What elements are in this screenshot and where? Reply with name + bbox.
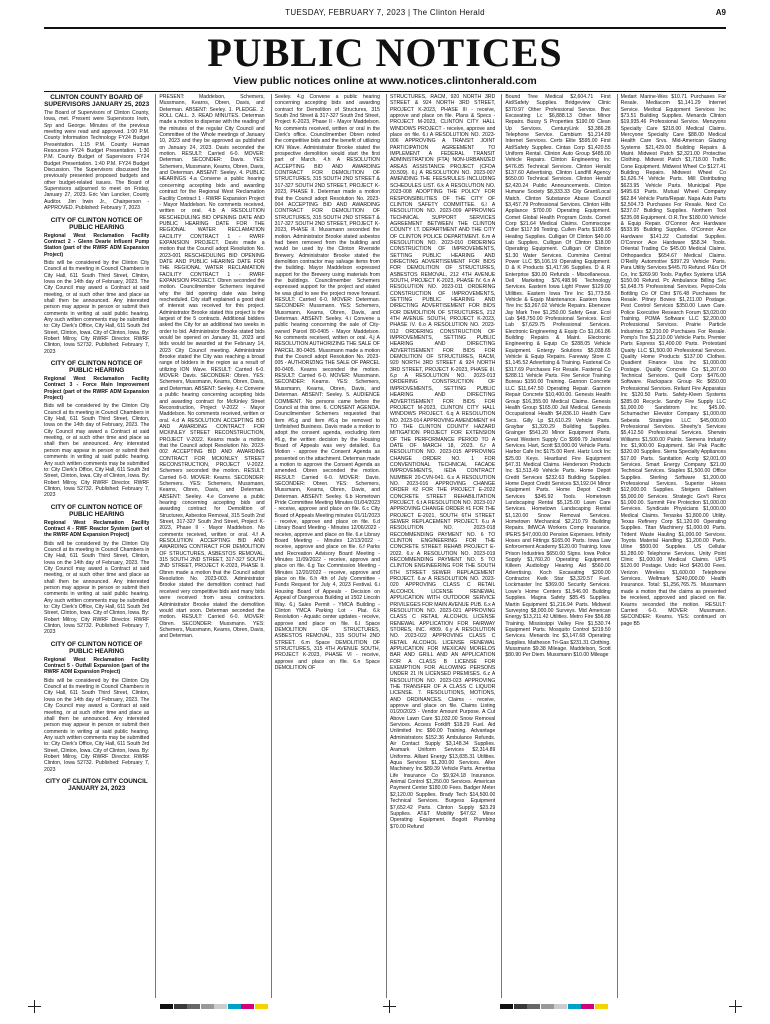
council-minutes-text: Seeley. 4.g Convene a public hearing concerning accepting bids and awarding contract for Demolition of Structures, 315 South 2nd Street & 317-327 South 2nd Street, Project K-2023, Phase II - Mayor Maddelson. No comments received, written or oral in the Clerk's office. Councilmember Obren noted the competitive bids and the benefit of utilizing ION Wave. Administrator Brooke stated the prospective demolition would start the first part of March. 4.h A RESOLUTION ACCEPTING BID AND AWARDING CONTRACT FOR DEMOLITION OF STRUCTURES, 315 SOUTH 2ND STREET & 317-327 SOUTH 2ND STREET, PROJECT K-2023, PHASE II. Determan made a motion that the Council adopt Resolution No. 2023-004 ACCEPTING BID AND AWARDING CONTRACT FOR DEMOLITION OF STRUCTURES, 315 SOUTH 2ND STREET & 317-327 SOUTH 2ND STREET, PROJECT K-2023, PHASE II. Mussmann seconded the motion. Administrator Brooke stated asbestos had been removed from the building and would be used by the Clinton Riverside Brewery. Administrator Brooke stated the demolition contractor may salvage items from the building. Mayor Maddelson expressed support for the Brewery using materials from the buildings. Councilmember Schemers expressed support for the project and stated he was glad to see the project move forward. RESULT: Carried 6-0. MOVER: Determan. SECONDER: Mussmann. YES: Schemers, Mussmann, Kearns, Obren, Davis, and Determan. ABSENT: Seeley. 4.i Convene a public hearing concerning the sale of City-owned Parcel 80-0405 - Mayor Maddelson. No comments received, written or oral. 4.j A RESOLUTION AUTHORIZING THE SALE OF PARCEL 80-0405. Mussmann made a motion that the Council adopt Resolution No. 2023-005 - AUTHORIZING THE SALE OF PARCEL 80-0405. Kearns seconded the motion. RESULT: Carried 6-0. MOVER: Mussmann. SECONDER: Kearns. YES: Schemers, Mussmann, Kearns, Obren, Davis, and Determan. ABSENT: Seeley. 5. AUDIENCE COMMENT. No persons came before the Council at this time. 6. CONSENT AGENDA. Councilmember Schemers requested that item #6.g and item #6.q be removed to Unfinished Business. Davis made a motion to adopt the consent agenda, excluding item #6.g, the written decision by the Housing Board of Appeals was very detailed. 6.a Motion - approve the Consent Agenda as presented on the attachment. Determan made a motion to approve the Consent Agenda as amended. Obren seconded the motion. RESULT: Carried 6-0. MOVER: Davis. SECONDER: Obren. YES: Schemers, Mussmann, Kearns, Obren, Davis, and Determan. ABSENT: Seeley. 6.b Hometown Pride Committee Meeting Minutes 01/04/2023 - receive, approve and place on file. 6.c City Board of Appeals Meeting minutes 01/11/2023 - receive, approve and place on file. 6.d Library Board Meeting - Minutes 12/06/2022 - receive, approve and place on file. 6.e Library Board Meeting - Minutes 12/13/2022 - receive, approve and place on file. 6.f Parks and Recreation Advisory Board Meeting - Minutes 11/09/2022 - receive, approve and place on file. 6.g Tax Commission Meeting - Minutes 12/20/2022 - receive, approve and place on file. 6.h 4th of July Committee - Funds Request for July 4, 2023 Festival. 6.i Housing Board of Appeals - Decision on Appeal of Dangerous Building at 1502 Lincoln Way. 6.j Sales Permit - YMCA Building - Clinton YMCA Parking Lot - Plat. 6.k Resolution - Aquatic center updates - receive, approve and place on file. 6.l Space DEMOLITION OF STRUCTURES, ASBESTOS REMOVAL, 315 SOUTH 2ND STREET. 6.m Space DEMOLITION OF STRUCTURES, 315 4TH AVENUE SOUTH, PROJECT K-2023, PHASE VI - receive, approve and place on file. 6.n Space DEMOLITION OF bbox=[274, 94, 380, 671]
notice-title: CITY OF CLINTON CITY COUNCIL JANUARY 24, 2023 bbox=[45, 777, 148, 792]
crosshair-icon bbox=[729, 1000, 742, 1013]
notice-body: Bids will be considered by the Clinton City Council at its meeting in Council Chambers in City Hall, 611 South Third Street, Clinton, Iowa on the 14th day of February, 2023. The City Council may award a Contract at said meeting, or at such other time and place as shall then be announced. Any interested person may appear in person or submit their comments in writing at said public hearing. Any such written comments may be submitted to: City Clerk's Office, City Hall, 611 South 3rd Street, Clinton, Iowa. City of Clinton, Iowa. By: Robert Milroy, City RWRF Director. RWRF Clinton, Iowa 52732. Published: February 7, 2023 bbox=[44, 540, 150, 636]
notice-subtitle: Regional West Reclamation Facility Contract 3 - Force Main Improvement Project (part of the RWRF ADM Expansion Project) bbox=[44, 376, 150, 402]
notice-public-hearing-contract-4 bbox=[44, 504, 149, 636]
color-swatch bbox=[214, 1004, 227, 1009]
color-swatch bbox=[241, 1004, 254, 1009]
notice-title: CITY OF CLINTON NOTICE OF PUBLIC HEARING bbox=[50, 216, 143, 231]
color-swatch bbox=[500, 1004, 513, 1009]
notice-body: Bids will be considered by the Clinton City Council at its meeting in Council Chambers in City Hall, 611 South Third Street, Clinton, Iowa on the 14th day of February, 2023. The City Council may award a Contract at said meeting, or at such other time and place as shall then be announced. Any interested person may appear in person or submit their comments in writing at said public hearing. Any such written comments may be submitted to: City Clerk's Office, City Hall, 611 South 3rd Street, Clinton, Iowa. City of Clinton, Iowa. By: Robert Milroy, City RWRF Director. RWRF Clinton, Iowa 52732. Published: February 7, 2023 bbox=[44, 403, 150, 499]
notice-public-hearing-contract-2 bbox=[44, 217, 149, 356]
print-registration-marks bbox=[0, 1000, 770, 1016]
notice-public-hearing-contract-3 bbox=[44, 360, 149, 499]
notice-subtitle: Regional West Reclamation Facility Contract 5 - Outfall Expansion (part of the RWRF ADM Expansion Project) bbox=[44, 656, 150, 676]
column-1 bbox=[44, 94, 149, 998]
section-title: PUBLIC NOTICES bbox=[207, 30, 563, 75]
masthead bbox=[44, 8, 726, 22]
column-6 bbox=[617, 94, 726, 998]
page-number: A9 bbox=[715, 8, 726, 17]
notice-subtitle: Regional West Reclamation Facility Contract 4 - RWF Reactor System (part of the RWRF ADM Expansion Project) bbox=[44, 519, 150, 539]
notice-body: Bids will be considered by the Clinton City Council at its meeting in Council Chambers in City Hall, 611 South Third Street, Clinton, Iowa on the 14th day of February, 2023. The City Council may award a Contract at said meeting, or at such other time and place as shall then be announced. Any interested person may appear in person or submit their comments in writing at said public hearing. Any such written comments may be submitted to: City Clerk's Office, City Hall, 611 South 3rd Street, Clinton, Iowa. City of Clinton, Iowa. By: Robert Milroy, City RWRF Director. RWRF Clinton, Iowa 52732. Published: February 7, 2023 bbox=[44, 259, 150, 355]
section-subtitle-link[interactable]: View public notices online at www.notices.clintonherald.com bbox=[233, 75, 537, 87]
notice-board-of-supervisors bbox=[44, 94, 149, 212]
color-swatch bbox=[581, 1004, 594, 1009]
notice-body: Bids will be considered by the Clinton City Council at its meeting in Council Chambers in City Hall, 611 South Third Street, Clinton, Iowa on the 14th day of February, 2023. The City Council may award a Contract at said meeting, or at such other time and place as shall then be announced. Any interested person may appear in person or submit their comments in writing at said public hearing. Any such written comments may be submitted to: City Clerk's Office, City Hall, 611 South 3rd Street, Clinton, Iowa. City of Clinton, Iowa. By: Robert Milroy, City RWRF Director. RWRF Clinton, Iowa 52732. Published: February 7, 2023 bbox=[44, 677, 150, 773]
claims-listing-text: Medart Marine-Wes $10.71 Purchases For Resale. Mediacom $1,141.29 Internet Service. Medical Equipment Services Inc $73.51 Building Supplies. Menards Clinton $19,935.46 Professional Service. Menzyons Specialty Care $218.00 Medical Claims. Mercyone Specialty Care $88.00 Medical Health Care Srvs. Mid-American Glazing Systems $21,429.00 Building Repairs & Maint. Midwest Patch $2,321.00 Protective Clothing. Midwest Patch $1,718.00 Traffic Cone Equipment. Midwest Wheel Co $127.41 Building Repairs. Midwest Wheel Co $1,626.74 Vehicle Parts. Mill Distributing $623.95 Vehicle Parts. Municipal Pipe $495.63 Parts. Mutual Wheel Company $62.84 Vehicle Parts/Repair. Napa Auto Parts $2,504.73 Purchases For Resale. Next Co $237.07 Building Supplies. Northern Tool $235.08 Equipment. O.R.Tire $180.00 Vehicle & Equip Repair. O'Connor Ace Hardware $533.95 Building Supplies. O'Connor Ace Hardware $141.22 Custodial Supplies. O'Connor Ace Hardware $58.34 Tools. Oriental Trading Co $45.00 Medical Claims. Orthopaedics $654.67 Medical Claims. O'Reilly Automotive $397.29 Vehicle Parts. Para Utility Services $445.70 Refund. P&rs Of Co, Inc $269.90 Tools. Payflex Systems USA $150.00 Refund. Pc Ambulance Billing Svc $1,648.75 Professional Services. Pepsi-Cola Bottling Co Of Clint $76.48 Purchases for Resale. Pitney Bowes $1,211.00 Postage. Pest Control Services $350.00 Lawn Care. Police Executive Research Forum $3,020.00 Training. POMA Software LLC $2,200.00 Professional Services. Prairie Particle Industries $2,210.00 Purchases For Resale. Pomp's Tire $1,210.00 Vehicle Parts. Premier Parts Express $1,400.00 Parts. Protestant Quaity LLC $1,500.00 Professional Services. Quality Home Products $137.00 Clothes. Quadient Finance Usa Inc $1,000.00 Postage. Quality Concrete Co $1,207.00 Technical Services. Quill Corp $476.00 Software. Rackspace Group Rc $650.00 Professional Services. Reliant Fire Apparatus Inc $120.50 Parts. Safety-Kleen Systems $285.00 Recycle. Sandry Fire Supply LLC $1,000.00 Sandstrom Inc $45.00. Schumacher Elevator Company $1,000.00 Sebesta Strategies LLC $45,000.00 Professional Services. Sheehy's Services $5,412.50 Professional Services. Sherwin Williams $1,500.00 Paints. Siemens Industry Inc $1,900.00 Equipment. Ski Pak Pacific $320.00 Supplies. Sierra Specialty Appliances $17.00 Parts. Sanitation Acctg $2,001.00 Services. Smart Energy Company $21.00 Technical Services. Staples $1,500.00 Office Supplies. Sterling Software $1,200.00 Professional Services. Superior Hoses $12,000.00 Supplies. Steigers Dahleen $5,000.00 Services. Strategic Gov't Rsrcs $1,000.00. Summit Fire Protection $1,000.00 Services. Syndicate Physicians $1,000.00 Medical Claims. Tenaska $1,800.00 Utility. Texas Refinery Corp $1,120.00 Operating Supplies. Titan Machinery $1,000.00 Parts. Trident Waste Hauling $1,000.00 Services. Toyota Material Handling $1,200.00 Parts. Uline $500.00 Supplies. US Cellular $1,280.00 Telephone Services. Unity Point Clinic $1,000.00 Medical Claims. UPS $120.00 Postage. Usdc Hcd $420.00 Fees. Verizon Wireless $1,600.00 Telephone Services. Wellmark $240,000.00 Health Insurance. Total: $1,256,765.75. Mussmann made a motion that the claims as presented be received, approved and placed on file. Kearns seconded the motion. RESULT: Carried 6-0. MOVER: Mussmann. SECONDER: Kearns. YES: continued on page B5 bbox=[620, 94, 726, 627]
notices-columns bbox=[44, 94, 726, 998]
color-swatch bbox=[541, 1004, 554, 1009]
notice-title: CITY OF CLINTON NOTICE OF PUBLIC HEARING bbox=[50, 503, 143, 518]
color-swatch bbox=[201, 1004, 214, 1009]
crosshair-icon bbox=[383, 1000, 396, 1013]
column-4 bbox=[386, 94, 495, 998]
notice-subtitle: Regional West Reclamation Facility Contract 2 - Glenn Dearie Influent Pump Station (part of the RWRF ADM Expansion Project) bbox=[44, 232, 150, 258]
color-swatch bbox=[514, 1004, 527, 1009]
color-swatch bbox=[160, 1004, 173, 1009]
color-swatch bbox=[187, 1004, 200, 1009]
claims-listing-text: Bound Tree Medical $2,604.71 First Aid/Safety Supplies. Bridgeview Clinic $370.97 Other Professional Service. Bwc Excavating Lc $6,888.13 Other Minor Repairs. Bussy S Properties $190.00 Clean Up Services. CenturyLink $3,386.28 Telephone Service. Cambium $1,214.89 Internet Services. Certs Elite $595.00 First Aid/Safety Supplies. Cintas Corp $1,420.55 Uniform Rental. Clinton Auto Group $485.00 Vehicle Repairs. Clinton Engineering Inc $476.85 Technical Services. Clinton Herald $137.60 Advertising. Clinton Landfill Agency $650.00 Technical Services. Clinton Herald $2,420.24 Public Announcements. Clinton Humane Society $8,333.33 City Grant/Local Match. Clinton Substance Abuse Council $3,457.79 Professional Services. Clinton Hills Appliance $700.00 Operating Equipment. Comet Global Health Program Costs. Comet Corp $21.64 Medical Claims. Commscope Cutler $117.99 Testing. Cullen Parts $108.65 Heating Supplies. Culligan Of Clinton $40.00 Lab Supplies. Culligan Of Clinton $18.00 Operating Equipment. Culligan Of Clinton $1.30 Water Services. Cummins Central Power LLC $5,106.19 Operating Equipment. D & K Products $1,417.96 Supplies. D & R Enterprise $30.00 Refunds - Miscellaneous. Dell Marketing $76,498.96 Technology Services. Eastern Iowa Light Power $129.00 Utilities. Eastern Iowa Tire Inc $1,773.56 Vehicle & Equip Maintenance. Eastern Iowa Tire Inc $3,267.02 Vehicle Repairs. Ebenezer Jay Mark Tree $1,250.00 Safety Gear. Ecol Lab $48,750.00 Professional Services. Ecol Lab $7,629.75 Professional Services. Electronic Engineering & Equip Co $1,061.86 Building Repairs & Maint. Electronic Engineering & Equip Co $288.05 Vehicle Equipment. Entergy Solutions $5,038.65 Vehicle & Equip Repairs. Fareway Store C $1,145.52 Advertising & Training. Fastenal Co $317.69 Purchases For Resale. Fastenal Co $288.11 Vehicle Parts. Fire Service Training Bureau $150.00 Training. Gannon Concrete LLC $11,647.50 Operating Repair. Gannon Repair Concrete $10,400.00. Genesis Health Group $16,355.00 Medical Claims. Genesis Health Group $165.00 Jail Medical. Genesis Occupational Health $4,836.10 Health Care Svcs. Gilly Lp $1,610.29 Vehicle Parts. Graybar $1,320.29 Building Supplies. Grainger $541.20 Minor Equipment Parts. Great Western Supply Co $999.79 Janitorial Services. Hart, Scott $3,000.00 Vehicle Parts. Harbor Cafe Inc $175.00 Rent. Hartz Lock Inc $25.00 Keys. Heartland Fire Equipment $47.31 Medical Claims. Henderson Products Inc $1,513.49 Vehicle Parts. Home Depot Credit Services $232.63 Building Supplies. Home Depot Credit Services $3,192.04 Minor Equipment Parts. Home Depot Credit Services $345.92 Tools. Hometown Landscaping Rental $5,125.00 Lawn Care Services. Hometown Landscaping Rental $1,120.00 Snow Removal Services. Hometown Mechanical $2,210.79 Building Repairs. IMWCA Workers Comp Insurance. IPERS $47,000.00 Pension Expenses. Infinity Hoses and Fittings $165.00 Parts. Iowa Law Enforcement Academy $120.00 Training. Iowa Prison Industries $650.00 Signs. Iowa Police Supply $1,760.20 Operating Equipment. Killeen Audiology Hearing Aid $560.00 Advertising. Koch Excavating $200.00 Contractor. Kwik Star $3,320.57 Fuel. Lockmaster Inc $369.00 Security Services. Lowe's Home Centers $1,546.00 Building Supplies. Magna Safety $85.45 Supplies. Martin Equipment $1,216.94 Parts. Midwest Surveying $8,000.00 Surveys. Mid American Energy $13,211.42 Utilities. Metro Fire $56.88 Training. Mississippi Valley Fire $1,530.74 Equipment Parts. Mosquito Control $219.50 Services. Menards Inc $3,147.68 Operating Supplies. Matheson Tri-Gas $231.31 Clothing. Mussmann $9.38 Mileage. Maddelson, Scott $80.90 Per Diem. Mussmann $10.00 Mileage bbox=[505, 94, 611, 659]
color-swatch bbox=[595, 1004, 608, 1009]
color-swatch bbox=[554, 1004, 567, 1009]
public-notices-banner bbox=[44, 27, 726, 92]
crosshair-icon bbox=[28, 1000, 41, 1013]
notice-city-council bbox=[44, 778, 149, 792]
color-calibration-bar bbox=[500, 1004, 610, 1009]
color-swatch bbox=[568, 1004, 581, 1009]
notice-title: CITY OF CLINTON NOTICE OF PUBLIC HEARING bbox=[50, 640, 143, 655]
council-minutes-text: PRESENT: Maddelson, Schemers, Mussmann, Kearns, Obren, Davis, and Determan. ABSENT: Seeley. 1. PLEDGE. 2. ROLL CALL. 3. READ MINUTES. Determan made a motion to dispense with the reading of the minutes of the regular City Council and Committee of the Whole meetings of January 10, 2023 and they be approved as published on January 24, 2023. Davis seconded the motion. RESULT: Carried 6-0. MOVER: Determan. SECONDER: Davis. YES: Schemers, Mussmann, Kearns, Obren, Davis, and Determan. ABSENT: Seeley. 4. PUBLIC HEARINGS 4.a Convene a public hearing concerning accepting bids and awarding contract for the Regional West Reclamation Facility Contract 1 - RWRF Expansion Project - Mayor Maddelson. No comments received, written or oral. 4.b A RESOLUTION RESCHEDULING BID OPENING DATE AND PUBLIC HEARING DATE FOR THE REGIONAL WATER RECLAMATION FACILITY CONTRACT 1 - RWRF EXPANSION PROJECT. Davis made a motion that the Council adopt Resolution No. 2023-001 RESCHEDULING BID OPENING DATE AND PUBLIC HEARING DATE FOR THE REGIONAL WATER RECLAMATION FACILITY CONTRACT 1 - RWRF EXPANSION PROJECT. Obren seconded the motion. Councilmember Schemers inquired why the bid opening date was being rescheduled. City staff explained a good deal of interest was received for this project. Administrator Brooke stated this project is the largest of the 5 contracts. Additional bidders asked the City for an additional two weeks in order to bid. Administrator Brooke stated bids would be opened on January 31, 2023 and bids would be awarded at the February 14, 2023 City Council meeting. Administrator Brooke stated the City was reaching a broad range of bidders in the region as a result of utilizing ION Wave. RESULT: Carried 6-0. MOVER: Davis. SECONDER: Obren. YES: Schemers, Mussmann, Kearns, Obren, Davis, and Determan. ABSENT: Seeley. 4.c Convene a public hearing concerning accepting bids and awarding contract for McKinley Street Reconstruction, Project V-2022 - Mayor Maddelson. No comments received, written or oral. 4.d A RESOLUTION ACCEPTING BID AND AWARDING CONTRACT FOR MCKINLEY STREET RECONSTRUCTION, PROJECT V-2022. Kearns made a motion that the Council adopt Resolution No. 2023-002 ACCEPTING BID AND AWARDING CONTRACT FOR MCKINLEY STREET RECONSTRUCTION, PROJECT V-2022. Schemers seconded the motion. RESULT: Carried 6-0. MOVER: Kearns. SECONDER: Schemers. YES: Schemers, Mussmann, Kearns, Obren, Davis, and Determan. ABSENT: Seeley. 4.e Convene a public hearing concerning accepting bids and awarding contract for Demolition of Structures, Asbestos Removal, 315 South 2nd Street, 317-327 South 2nd Street, Project K-2023, Phase II - Mayor Maddelson. No comments received, written or oral. 4.f A RESOLUTION ACCEPTING BID AND AWARDING CONTRACT FOR DEMOLITION OF STRUCTURES, ASBESTOS REMOVAL, 315 SOUTH 2ND STREET, 317-327 SOUTH 2ND STREET, PROJECT K-2023, PHASE II. Obren made a motion that the Council adopt Resolution No. 2023-003. Administrator Brooke stated the demolition contract had received very competitive bids and many bids were received from area contractors. Administrator Brooke stated the demolition would start soon. Determan seconded the motion. RESULT: Carried 6-0. MOVER: Obren. SECONDER: Mussmann. YES: Schemers, Mussmann, Kearns, Obren, Davis, and Determan. bbox=[159, 94, 265, 640]
notice-public-hearing-contract-5 bbox=[44, 641, 149, 773]
color-swatch bbox=[255, 1004, 268, 1009]
column-3 bbox=[271, 94, 380, 998]
notice-body: The Board of Supervisors of Clinton County, Iowa, met. Present were Supervisors Irwin, Srp and George. Minutes of the previous meeting were read and approved. 1:00 P.M. County Information Technology FY24 Budget Presentation. 1:15 P.M. County Human Resources FY24 Budget Presentation. 1:30 P.M. County Budget of Supervisors FY24 Budget Presentation. 1:40 P.M. FY24 Budget Discussion. The Supervisors discussed the previously presented proposed budgets and other budget-related issues. The Board of Supervisors adjourned to meet on Friday, January 27, 2023. Eric Van Lancker, County Auditor. Jim Irwin Jr., Chairperson - APPROVED. Published: February 7, 2023 bbox=[44, 110, 150, 212]
notice-title: CLINTON COUNTY BOARD OF SUPERVISORS JANUARY 25, 2023 bbox=[44, 94, 150, 108]
color-swatch bbox=[527, 1004, 540, 1009]
page-header: TUESDAY, FEBRUARY 7, 2023 | The Clinton Herald bbox=[285, 8, 485, 17]
column-5 bbox=[501, 94, 610, 998]
notice-title: CITY OF CLINTON NOTICE OF PUBLIC HEARING bbox=[50, 360, 143, 375]
column-2 bbox=[155, 94, 264, 998]
color-calibration-bar bbox=[160, 1004, 270, 1009]
color-swatch bbox=[174, 1004, 187, 1009]
council-minutes-text: STRUCTURES, RACM, 920 NORTH 3RD STREET & 924 NORTH 3RD STREET, PROJECT K-2023, PHASE III - receive, approve and place on file. Plans & Specs - PROJECT M-2023, CLINTON CITY HALL WINDOWS PROJECT - receive, approve and place on file. 6.i A RESOLUTION NO. 2023-006 APPROVING A TRANSIT JOINT PARTICIPATION AGREEMENT TO IMPLEMENT A FEDERAL TRANSIT ADMINISTRATION (FTA) NON-URBANIZED AREAS ASSISTANCE PROJECT (CFDA 20.509). 6.j A RESOLUTION NO. 2023-007 AMENDING THE FEES/RULES INCLUDING SCHEDULES LIST. 6.k A RESOLUTION NO. 2023-008 ADOPTING THE POLICY FOR RESPONSIBILITIES OF THE CITY OF CLINTON SAFETY COMMITTEE. 6.l A RESOLUTION NO. 2023-009 APPROVING TECHNICAL SUPPORT SERVICES AGREEMENT BETWEEN THE CLINTON COUNTY I.T. DEPARTMENT AND THE CITY OF CLINTON POLICE DEPARTMENT. 6.m A RESOLUTION NO. 2023-010 ORDERING CONSTRUCTION OF IMPROVEMENTS, SETTING PUBLIC HEARING AND DIRECTING ADVERTISEMENT FOR BIDS FOR DEMOLITION OF STRUCTURES, ASBESTOS REMOVAL, 212 4TH AVENUE SOUTH, PROJECT K-2023, PHASE IV. 6.n A RESOLUTION NO. 2023-011 ORDERING CONSTRUCTION OF IMPROVEMENTS, SETTING PUBLIC HEARING AND DIRECTING ADVERTISEMENT FOR BIDS FOR DEMOLITION OF STRUCTURES, 212 4TH AVENUE SOUTH, PROJECT K-2023, PHASE IV. 6.o A RESOLUTION NO. 2023-012 ORDERING CONSTRUCTION OF IMPROVEMENTS, SETTING PUBLIC HEARING AND DIRECTING ADVERTISEMENT FOR BIDS FOR DEMOLITION OF STRUCTURES, RACM, 920 NORTH 3RD STREET & 924 NORTH 3RD STREET, PROJECT K-2023, PHASE III. 6.p A RESOLUTION NO. 2023-013 ORDERING CONSTRUCTION OF IMPROVEMENTS, SETTING PUBLIC HEARING AND DIRECTING ADVERTISEMENT FOR BIDS FOR PROJECT M-2023, CLINTON CITY HALL WINDOWS PROJECT. 6.q A RESOLUTION NO. 2023-014 APPROVING AMENDMENT #4 TO THE CLINTON COUNTY HAZARD MITIGATION PROJECT FOR EXTENSION OF THE PERFORMANCE PERIOD TO A DATE OF MARCH 18, 2023. 6.r A RESOLUTION NO. 2023-015 APPROVING CHANGE ORDER NO. 1 FOR CONVENTIONAL TECHNICAL FACADE IMPROVEMENTS, IEDA CONTRACT NUMBER 20-CVN-041. 6.s A RESOLUTION NO. 2023-016 APPROVING CHANGE ORDER #2 FOR THE PROJECT E-2022 CONCRETE STREET REHABILITATION PROJECT. 6.t A RESOLUTION NO. 2023-017 APPROVING CHANGE ORDER #1 FOR THE PROJECT E-2021, SOUTH 6TH STREET SEWER REPLACEMENT PROJECT. 6.u A RESOLUTION NO. 2023-018 RECOMMENDING PAYMENT NO. 6 TO CLINTON ENGINEERING FOR THE CONCRETE STREET REHAB PROJECT E-2022. 6.v A RESOLUTION NO. 2023-019 RECOMMENDING PAYMENT NO. 5 TO CLINTON ENGINEERING FOR THE SOUTH 6TH STREET SEWER REPLACEMENT PROJECT. 6.w A RESOLUTION NO. 2023-020 APPROVING CLASS C RETAIL ALCOHOL LICENSE RENEWAL APPLICATION WITH OUTDOOR SERVICE PRIVILEGES FOR MAIN AVENUE PUB. 6.x A RESOLUTION NO. 2023-021 APPROVING CLASS C RETAIL ALCOHOL LICENSE RENEWAL APPLICATION FOR FAIRWAY STORES, INC. #809. 6.y A RESOLUTION NO. 2023-022 APPROVING CLASS C RETAIL ALCOHOL LICENSE RENEWAL APPLICATION FOR MEXICAN MORELOS BAR AND GRILL AND AN APPLICATION FOR A CLASS B LICENSE FOR EXEMPTION FOR ALLOWING PERSONS UNDER 21 IN LICENSED PREMISES. 6.z A RESOLUTION NO. 2023-023 APPROVING THE TRANSFER OF A CLASS C LIQUOR LICENSE. 7. RESOLUTIONS, MOTIONS, AND ORDINANCES. Claims - receive, approve and place on file. Claims Listing 01/20/2023 - Vendor Amount Purpose. A Cut Above Lawn Care $1,032.00 Snow Removal Services. Access Forklift $18.29 Fuel. Aid Unlimited Inc $90.00 Training. Advantage Administrators $152.36 Ambulance Refunds. Air Contact Supply $3,148.34 Supplies. Aramark Uniform Services $2,314.89 Uniforms. Alliant Energy $13,835.31 Utilities. Aqua Services $1,200.00 Services. Alter Machinery Inc $89.39 Vehicle Parts. Ameritas Life Insurance Co $9,924.18 Insurance. Animal Control $1,250.00 Services. American Payment Center $180.00 Fees. Badger Meter $2,120.00 Supplies. Brady Tech $14,500.00 Technical Services. Burgess Equipment $7,652.42 Parts. Clinton Supply $23.29 Supplies. AT&T Mobility $47.62 Minor Operating Equipment. Bogott Plumbing $70.00 Refund bbox=[389, 94, 496, 830]
color-swatch bbox=[228, 1004, 241, 1009]
